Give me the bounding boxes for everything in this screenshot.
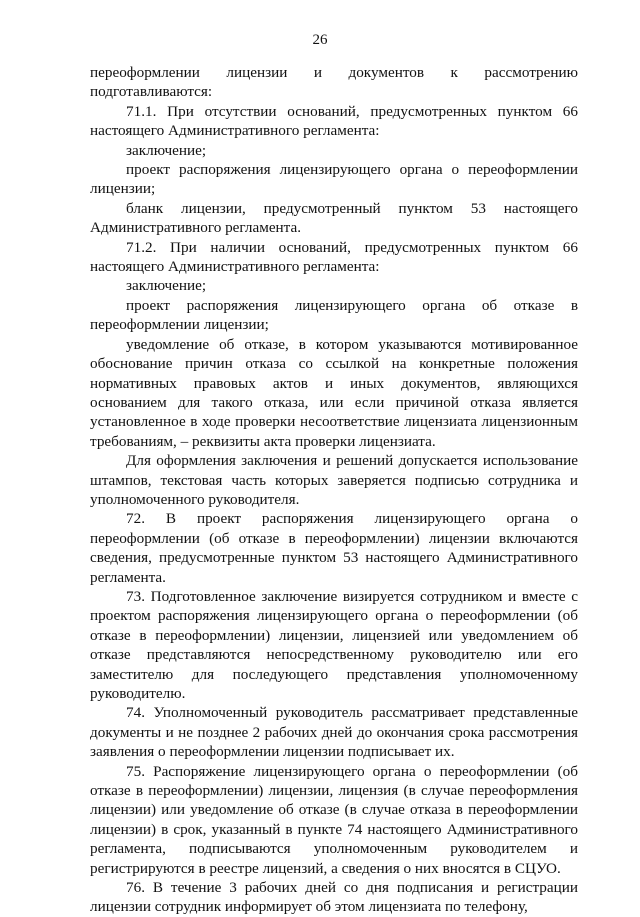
paragraph: 74. Уполномоченный руководитель рассматривает представленные документы и не позднее 2 рабочих дней до окончания срока рассмотрения заявления о переоформлении лицензии подписывает их. <box>90 704 578 761</box>
paragraph: Для оформления заключения и решений допускается использование штампов, текстовая часть которых заверяется подписью сотрудника и уполномоченного руководителя. <box>90 452 578 508</box>
paragraph: 72. В проект распоряжения лицензирующего органа о переоформлении (об отказе в переоформлении) лицензии включаются сведения, предусмотренные пунктом 53 настоящего Административного регламента. <box>90 510 578 586</box>
paragraph: проект распоряжения лицензирующего органа об отказе в переоформлении лицензии; <box>90 296 578 334</box>
paragraph: проект распоряжения лицензирующего органа о переоформлении лицензии; <box>90 161 578 198</box>
paragraph: заключение; <box>126 141 207 159</box>
paragraph: 71.2. При наличии оснований, предусмотренных пунктом 66 настоящего Административного регламента: <box>90 238 578 276</box>
document-body <box>90 63 578 917</box>
paragraph: 75. Распоряжение лицензирующего органа о переоформлении (об отказе в переоформлении) лицензии, лицензия (в случае переоформления лицензии) или уведомление об отказе (в случае отказа в переоформлении лицензии) в срок, указанный в пункте 74 настоящего Административного регламента, подписываются уполномоченным руководителем и регистрируются в реестре лицензий, а сведения о них вносятся в СЦУО. <box>90 762 578 877</box>
paragraph: заключение; <box>126 277 207 295</box>
paragraph: бланк лицензии, предусмотренный пунктом 53 настоящего Административного регламента. <box>90 199 578 237</box>
paragraph: уведомление об отказе, в котором указываются мотивированное обоснование причин отказа со ссылкой на конкретные положения нормативных правовых актов и иных документов, являющихся основанием для такого отказа, или если причиной отказа является установленное в ходе проверки несоответствие лицензиата лицензионным требованиям, – реквизиты акта проверки лицензиата. <box>90 335 578 450</box>
paragraph: 76. В течение 3 рабочих дней со дня подписания и регистрации лицензии сотрудник информирует об этом лицензиата по телефону, <box>90 879 578 916</box>
paragraph: 73. Подготовленное заключение визируется сотрудником и вместе с проектом распоряжения лицензирующего органа о переоформлении (об отказе в переоформлении) лицензии, лицензией или уведомлением об отказе представляются непосредственному руководителю или его заместителю для последующего представления уполномоченному руководителю. <box>90 587 578 702</box>
page-number: 26 <box>312 32 328 48</box>
paragraph: 71.1. При отсутствии оснований, предусмотренных пунктом 66 настоящего Административного регламента: <box>90 102 578 140</box>
paragraph: переоформлении лицензии и документов к рассмотрению подготавливаются: <box>90 64 578 101</box>
